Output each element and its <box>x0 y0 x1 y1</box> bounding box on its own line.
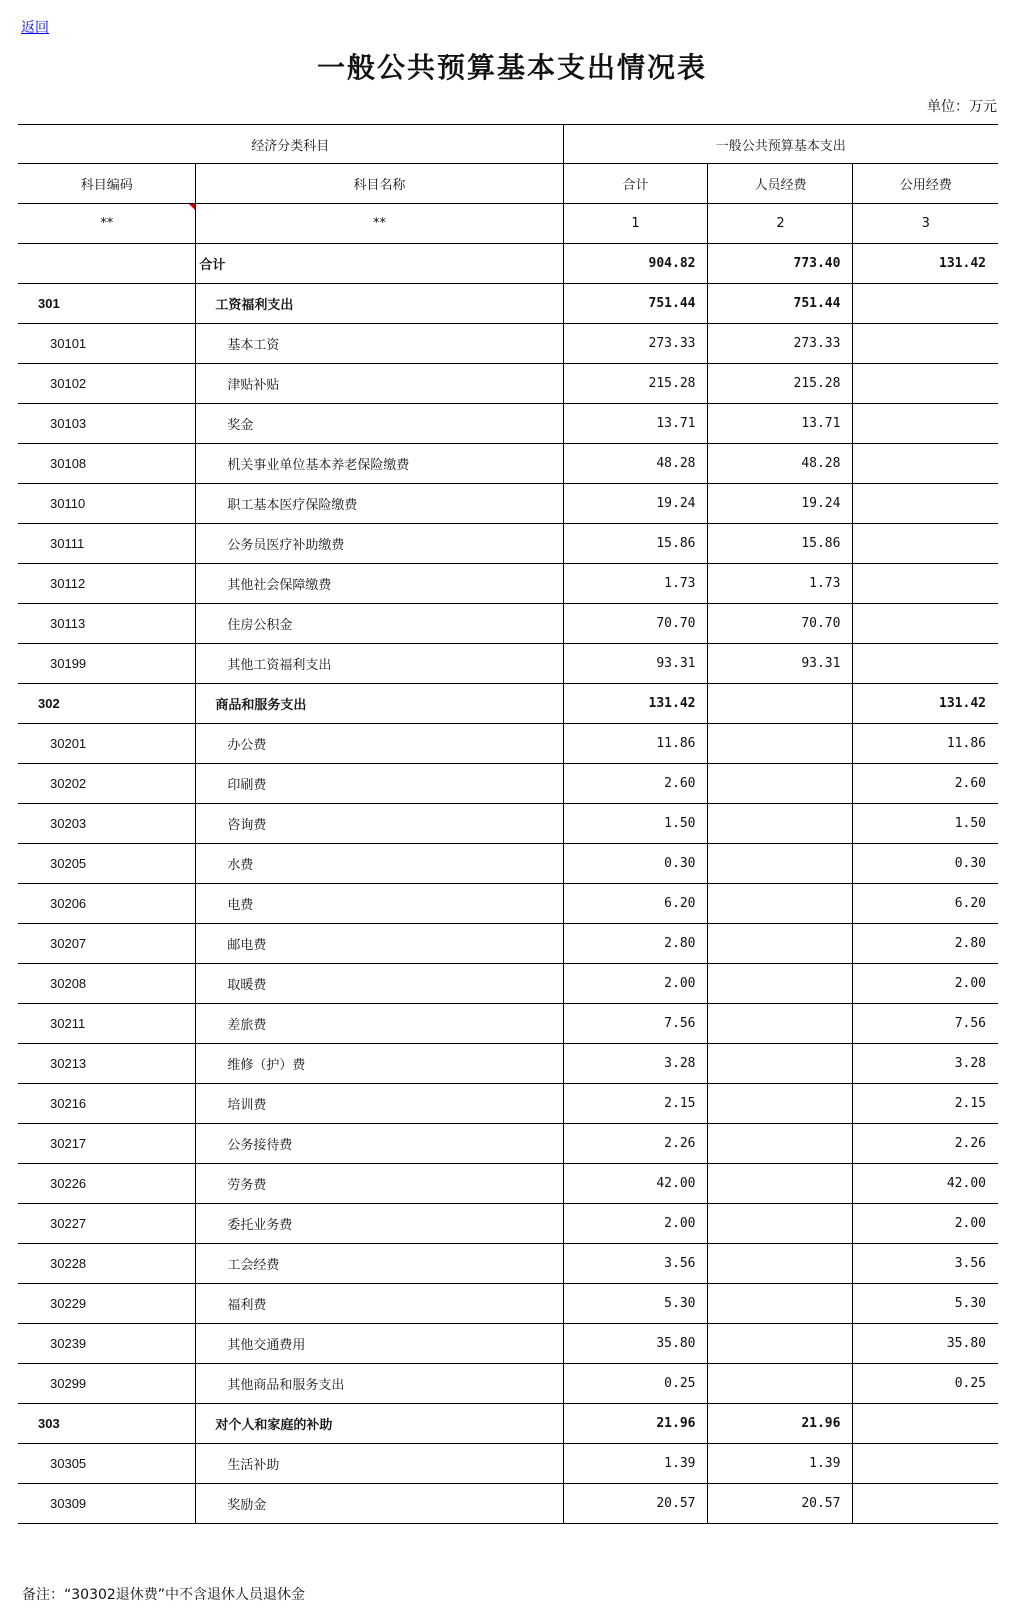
cell-personnel: 19.24 <box>708 484 853 524</box>
table-row <box>18 764 998 804</box>
cell-personnel <box>708 1004 853 1044</box>
cell-public: 3.28 <box>853 1044 998 1084</box>
cell-name: 工资福利支出 <box>196 284 563 324</box>
cell-name: 公务员医疗补助缴费 <box>196 524 563 564</box>
page-title: 一般公共预算基本支出情况表 <box>316 51 707 84</box>
cell-name: 劳务费 <box>196 1164 563 1204</box>
header-personnel: 人员经费 <box>708 164 853 204</box>
cell-personnel: 773.40 <box>708 244 853 284</box>
cell-total: 19.24 <box>563 484 708 524</box>
cell-total: 904.82 <box>563 244 708 284</box>
cell-public: 131.42 <box>853 244 998 284</box>
index-code: ** <box>18 204 196 244</box>
cell-total: 15.86 <box>563 524 708 564</box>
cell-total: 273.33 <box>563 324 708 364</box>
cell-name: 水费 <box>196 844 563 884</box>
cell-code: 30229 <box>18 1284 196 1324</box>
cell-personnel: 273.33 <box>708 324 853 364</box>
cell-public: 3.56 <box>853 1244 998 1284</box>
cell-name: 对个人和家庭的补助 <box>196 1404 563 1444</box>
cell-total: 0.25 <box>563 1364 708 1404</box>
cell-public <box>853 324 998 364</box>
cell-public <box>853 404 998 444</box>
cell-personnel: 751.44 <box>708 284 853 324</box>
cell-personnel <box>708 764 853 804</box>
cell-public <box>853 1404 998 1444</box>
cell-name: 印刷费 <box>196 764 563 804</box>
table-row <box>18 524 998 564</box>
cell-total: 7.56 <box>563 1004 708 1044</box>
table-row <box>18 1284 998 1324</box>
cell-name: 生活补助 <box>196 1444 563 1484</box>
cell-total: 2.60 <box>563 764 708 804</box>
cell-name: 机关事业单位基本养老保险缴费 <box>196 444 563 484</box>
header-basic-expenditure: 一般公共预算基本支出 <box>563 125 998 164</box>
cell-name: 咨询费 <box>196 804 563 844</box>
cell-public: 0.30 <box>853 844 998 884</box>
cell-code: 30239 <box>18 1324 196 1364</box>
header-code: 科目编码 <box>18 164 196 204</box>
cell-code: 30305 <box>18 1444 196 1484</box>
cell-name: 合计 <box>196 244 563 284</box>
table-row <box>18 1404 998 1444</box>
table-row <box>18 844 998 884</box>
cell-code: 30205 <box>18 844 196 884</box>
cell-code: 30201 <box>18 724 196 764</box>
cell-personnel: 15.86 <box>708 524 853 564</box>
cell-total: 48.28 <box>563 444 708 484</box>
table-row <box>18 724 998 764</box>
header-economic-classification: 经济分类科目 <box>18 125 563 164</box>
cell-code: 30309 <box>18 1484 196 1524</box>
cell-public: 6.20 <box>853 884 998 924</box>
cell-public <box>853 524 998 564</box>
cell-code: 30113 <box>18 604 196 644</box>
cell-personnel: 1.39 <box>708 1444 853 1484</box>
cell-total: 0.30 <box>563 844 708 884</box>
cell-public <box>853 364 998 404</box>
cell-name: 工会经费 <box>196 1244 563 1284</box>
cell-code: 30216 <box>18 1084 196 1124</box>
cell-total: 6.20 <box>563 884 708 924</box>
table-row <box>18 1444 998 1484</box>
table-row <box>18 804 998 844</box>
table-row <box>18 1004 998 1044</box>
table-row <box>18 404 998 444</box>
table-row <box>18 284 998 324</box>
cell-name: 其他商品和服务支出 <box>196 1364 563 1404</box>
cell-code: 30103 <box>18 404 196 444</box>
cell-total: 1.39 <box>563 1444 708 1484</box>
cell-personnel: 48.28 <box>708 444 853 484</box>
header-column-row <box>18 164 998 204</box>
cell-public <box>853 444 998 484</box>
cell-personnel <box>708 804 853 844</box>
table-row <box>18 924 998 964</box>
cell-name: 其他交通费用 <box>196 1324 563 1364</box>
cell-name: 基本工资 <box>196 324 563 364</box>
cell-total: 2.00 <box>563 964 708 1004</box>
cell-total: 21.96 <box>563 1404 708 1444</box>
cell-code: 303 <box>18 1404 196 1444</box>
cell-personnel <box>708 724 853 764</box>
table-row <box>18 1324 998 1364</box>
cell-total: 35.80 <box>563 1324 708 1364</box>
cell-code: 30111 <box>18 524 196 564</box>
cell-total: 20.57 <box>563 1484 708 1524</box>
cell-personnel <box>708 684 853 724</box>
cell-code: 30102 <box>18 364 196 404</box>
cell-public <box>853 604 998 644</box>
header-total: 合计 <box>563 164 708 204</box>
cell-personnel <box>708 1124 853 1164</box>
table-row <box>18 364 998 404</box>
cell-code: 30206 <box>18 884 196 924</box>
cell-code: 30299 <box>18 1364 196 1404</box>
cell-name: 邮电费 <box>196 924 563 964</box>
table-row <box>18 244 998 284</box>
header-group-row <box>18 125 998 164</box>
cell-public: 2.26 <box>853 1124 998 1164</box>
cell-personnel <box>708 1204 853 1244</box>
cell-public: 1.50 <box>853 804 998 844</box>
cell-public: 0.25 <box>853 1364 998 1404</box>
cell-code: 30101 <box>18 324 196 364</box>
cell-name: 办公费 <box>196 724 563 764</box>
cell-personnel: 20.57 <box>708 1484 853 1524</box>
cell-code: 30110 <box>18 484 196 524</box>
cell-total: 3.56 <box>563 1244 708 1284</box>
cell-public <box>853 1484 998 1524</box>
cell-personnel <box>708 924 853 964</box>
cell-name: 奖励金 <box>196 1484 563 1524</box>
cell-name: 职工基本医疗保险缴费 <box>196 484 563 524</box>
cell-name: 其他社会保障缴费 <box>196 564 563 604</box>
cell-personnel <box>708 1324 853 1364</box>
cell-personnel <box>708 964 853 1004</box>
cell-public: 2.00 <box>853 1204 998 1244</box>
cell-code: 302 <box>18 684 196 724</box>
cell-total: 751.44 <box>563 284 708 324</box>
cell-total: 215.28 <box>563 364 708 404</box>
cell-public <box>853 484 998 524</box>
cell-code: 30211 <box>18 1004 196 1044</box>
cell-personnel <box>708 1244 853 1284</box>
cell-code: 30213 <box>18 1044 196 1084</box>
cell-code: 30207 <box>18 924 196 964</box>
cell-personnel: 93.31 <box>708 644 853 684</box>
cell-public <box>853 1444 998 1484</box>
cell-name: 电费 <box>196 884 563 924</box>
cell-public: 2.60 <box>853 764 998 804</box>
cell-name: 维修（护）费 <box>196 1044 563 1084</box>
cell-public: 2.00 <box>853 964 998 1004</box>
index-personnel: 2 <box>708 204 853 244</box>
cell-personnel: 13.71 <box>708 404 853 444</box>
cell-personnel <box>708 1164 853 1204</box>
cell-name: 住房公积金 <box>196 604 563 644</box>
cell-public: 2.15 <box>853 1084 998 1124</box>
back-link[interactable]: 返回 <box>21 20 49 36</box>
cell-total: 1.73 <box>563 564 708 604</box>
index-public: 3 <box>853 204 998 244</box>
cell-code: 30217 <box>18 1124 196 1164</box>
cell-total: 93.31 <box>563 644 708 684</box>
cell-personnel <box>708 844 853 884</box>
cell-public: 11.86 <box>853 724 998 764</box>
cell-personnel <box>708 1364 853 1404</box>
cell-code: 301 <box>18 284 196 324</box>
table-row <box>18 964 998 1004</box>
cell-public: 7.56 <box>853 1004 998 1044</box>
cell-total: 131.42 <box>563 684 708 724</box>
table-row <box>18 604 998 644</box>
table-row <box>18 884 998 924</box>
cell-public: 5.30 <box>853 1284 998 1324</box>
table-row <box>18 564 998 604</box>
table-row <box>18 644 998 684</box>
table-row <box>18 324 998 364</box>
cell-name: 奖金 <box>196 404 563 444</box>
table-row <box>18 1044 998 1084</box>
cell-total: 2.80 <box>563 924 708 964</box>
cell-personnel: 1.73 <box>708 564 853 604</box>
cell-code: 30202 <box>18 764 196 804</box>
table-row <box>18 1484 998 1524</box>
cell-total: 3.28 <box>563 1044 708 1084</box>
table-row <box>18 684 998 724</box>
cell-name: 其他工资福利支出 <box>196 644 563 684</box>
cell-code: 30108 <box>18 444 196 484</box>
cell-code: 30227 <box>18 1204 196 1244</box>
cell-name: 津贴补贴 <box>196 364 563 404</box>
cell-personnel <box>708 884 853 924</box>
cell-name: 公务接待费 <box>196 1124 563 1164</box>
cell-name: 福利费 <box>196 1284 563 1324</box>
cell-total: 2.15 <box>563 1084 708 1124</box>
cell-public <box>853 644 998 684</box>
cell-name: 差旅费 <box>196 1004 563 1044</box>
table-row <box>18 1084 998 1124</box>
header-public: 公用经费 <box>853 164 998 204</box>
index-name: ** <box>196 204 563 244</box>
cell-public <box>853 564 998 604</box>
cell-personnel: 215.28 <box>708 364 853 404</box>
table-row <box>18 1364 998 1404</box>
cell-total: 2.00 <box>563 1204 708 1244</box>
cell-public <box>853 284 998 324</box>
cell-total: 2.26 <box>563 1124 708 1164</box>
cell-code: 30228 <box>18 1244 196 1284</box>
table-row <box>18 1164 998 1204</box>
unit-label: 单位：万元 <box>927 99 997 115</box>
cell-public: 42.00 <box>853 1164 998 1204</box>
cell-code: 30203 <box>18 804 196 844</box>
cell-public: 131.42 <box>853 684 998 724</box>
cell-code: 30112 <box>18 564 196 604</box>
cell-public: 2.80 <box>853 924 998 964</box>
cell-code: 30208 <box>18 964 196 1004</box>
cell-name: 培训费 <box>196 1084 563 1124</box>
table-row <box>18 1244 998 1284</box>
table-row <box>18 484 998 524</box>
table-row <box>18 1204 998 1244</box>
cell-personnel <box>708 1284 853 1324</box>
cell-personnel: 70.70 <box>708 604 853 644</box>
cell-total: 1.50 <box>563 804 708 844</box>
cell-total: 5.30 <box>563 1284 708 1324</box>
cell-total: 42.00 <box>563 1164 708 1204</box>
cell-total: 70.70 <box>563 604 708 644</box>
cell-total: 13.71 <box>563 404 708 444</box>
budget-table <box>18 124 998 1524</box>
cell-total: 11.86 <box>563 724 708 764</box>
cell-code <box>18 244 196 284</box>
index-total: 1 <box>563 204 708 244</box>
cell-personnel <box>708 1084 853 1124</box>
cell-code: 30226 <box>18 1164 196 1204</box>
cell-name: 取暖费 <box>196 964 563 1004</box>
cell-public: 35.80 <box>853 1324 998 1364</box>
cell-name: 商品和服务支出 <box>196 684 563 724</box>
header-index-row <box>18 204 998 244</box>
cell-personnel: 21.96 <box>708 1404 853 1444</box>
cell-name: 委托业务费 <box>196 1204 563 1244</box>
footnote: 备注：“30302退休费”中不含退休人员退休金 <box>22 1587 306 1603</box>
table-row <box>18 444 998 484</box>
header-name: 科目名称 <box>196 164 563 204</box>
cell-personnel <box>708 1044 853 1084</box>
cell-code: 30199 <box>18 644 196 684</box>
table-row <box>18 1124 998 1164</box>
